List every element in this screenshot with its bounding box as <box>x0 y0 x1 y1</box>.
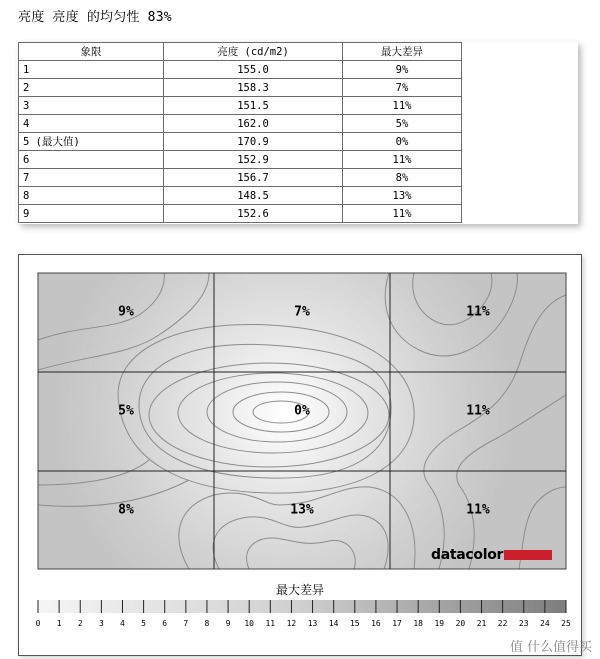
max-diff-cell: 5% <box>343 115 462 133</box>
cell-label-3: 11% <box>466 304 490 320</box>
header-max-diff: 最大差异 <box>343 43 462 61</box>
legend-tick-label: 5 <box>141 619 147 628</box>
max-diff-cell: 0% <box>343 133 462 151</box>
header-luminance: 亮度 (cd/m2) <box>164 43 343 61</box>
legend-tick-label: 24 <box>540 619 550 628</box>
legend-tick-label: 3 <box>98 619 104 628</box>
cell-label-5: 0% <box>294 403 310 419</box>
legend-tick-label: 9 <box>225 619 231 628</box>
legend-tick-label: 19 <box>434 619 445 628</box>
uniformity-table-card <box>18 42 578 224</box>
legend-tick-label: 21 <box>476 619 487 628</box>
table-row <box>19 169 462 187</box>
legend-color-bar <box>38 600 566 613</box>
watermark: 值 什么值得买 <box>509 640 592 655</box>
legend-tick-label: 25 <box>561 619 571 628</box>
quadrant-cell: 7 <box>19 169 164 187</box>
quadrant-cell: 1 <box>19 61 164 79</box>
legend-tick-label: 14 <box>328 619 339 628</box>
quadrant-cell: 6 <box>19 151 164 169</box>
luminance-cell: 156.7 <box>164 169 343 187</box>
luminance-cell: 170.9 <box>164 133 343 151</box>
max-diff-cell: 13% <box>343 187 462 205</box>
cell-label-9: 11% <box>466 502 490 518</box>
cell-label-4: 5% <box>118 403 134 419</box>
legend-tick-label: 0 <box>35 619 41 628</box>
legend-tick-label: 7 <box>183 619 189 628</box>
luminance-cell: 148.5 <box>164 187 343 205</box>
legend-tick-label: 4 <box>120 619 125 628</box>
legend-tick-label: 6 <box>162 619 168 628</box>
legend-tick-label: 8 <box>204 619 210 628</box>
quadrant-cell: 3 <box>19 97 164 115</box>
table-row <box>19 205 462 223</box>
table-header-row <box>19 43 462 61</box>
quadrant-cell: 9 <box>19 205 164 223</box>
legend-tick-label: 11 <box>265 619 276 628</box>
legend-tick-label: 22 <box>497 619 508 628</box>
luminance-cell: 162.0 <box>164 115 343 133</box>
table-row <box>19 61 462 79</box>
quadrant-cell: 5 (最大值) <box>19 133 164 151</box>
max-diff-cell: 8% <box>343 169 462 187</box>
legend-tick-label: 17 <box>392 619 402 628</box>
cell-label-1: 9% <box>118 304 134 320</box>
table-row <box>19 151 462 169</box>
max-diff-cell: 11% <box>343 151 462 169</box>
legend-tick-label: 1 <box>56 619 62 628</box>
legend-tick-label: 13 <box>307 619 318 628</box>
max-diff-cell: 7% <box>343 79 462 97</box>
table-row <box>19 187 462 205</box>
luminance-cell: 158.3 <box>164 79 343 97</box>
datacolor-logo <box>431 547 552 563</box>
quadrant-cell: 8 <box>19 187 164 205</box>
header-quadrant: 象限 <box>19 43 164 61</box>
page-title: 亮度 亮度 的均匀性 83% <box>18 10 172 25</box>
quadrant-cell: 4 <box>19 115 164 133</box>
table-row <box>19 97 462 115</box>
legend-tick-label: 10 <box>244 619 255 628</box>
table-row <box>19 133 462 151</box>
luminance-cell: 151.5 <box>164 97 343 115</box>
luminance-cell: 152.6 <box>164 205 343 223</box>
legend-tick-label: 16 <box>371 619 381 628</box>
cell-label-6: 11% <box>466 403 490 419</box>
legend-title: 最大差异 <box>275 583 324 597</box>
max-diff-cell: 11% <box>343 205 462 223</box>
legend-tick-label: 12 <box>286 619 297 628</box>
uniformity-map <box>18 254 582 656</box>
max-diff-cell: 11% <box>343 97 462 115</box>
cell-label-8: 13% <box>290 502 314 518</box>
legend-tick-label: 2 <box>77 619 83 628</box>
uniformity-table <box>18 42 462 223</box>
legend-tick-label: 23 <box>518 619 529 628</box>
legend-tick-label: 18 <box>413 619 423 628</box>
cell-label-7: 8% <box>118 502 134 518</box>
max-diff-cell: 9% <box>343 61 462 79</box>
logo-red-bar <box>504 550 552 560</box>
cell-label-2: 7% <box>294 304 310 320</box>
table-row <box>19 79 462 97</box>
quadrant-cell: 2 <box>19 79 164 97</box>
luminance-cell: 155.0 <box>164 61 343 79</box>
logo-text: datacolor <box>431 547 504 563</box>
luminance-cell: 152.9 <box>164 151 343 169</box>
legend-tick-label: 15 <box>349 619 360 628</box>
table-row <box>19 115 462 133</box>
legend-tick-label: 20 <box>455 619 466 628</box>
